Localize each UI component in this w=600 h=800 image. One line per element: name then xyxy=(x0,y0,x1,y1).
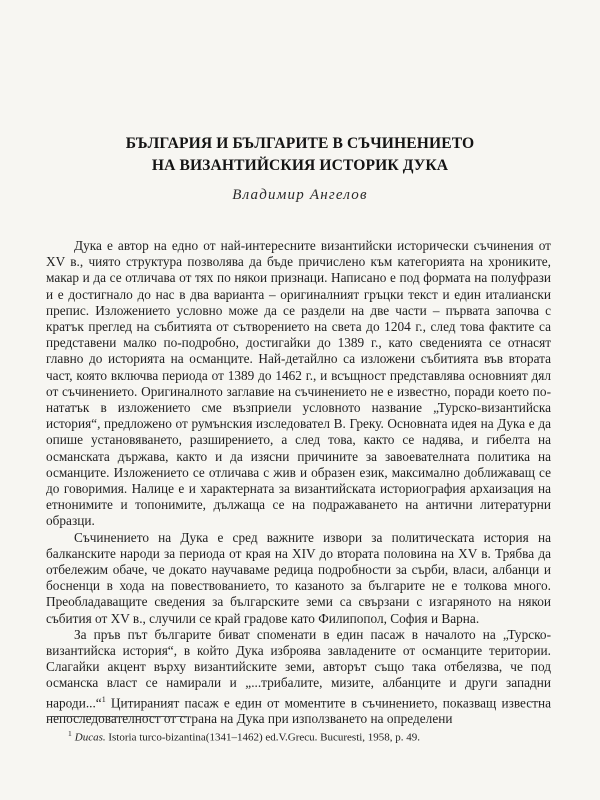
paragraph-3-text: За пръв път българите биват споменати в един пасаж в началото на „Турско-византийска история“, в който Дука изброява завладените от османците територии. Слагайки акцент върху византийските земи, авторът също така отбелязва, че под османска власт се намирали и „...трибалите, мизите, албанците и други западни народи...“ xyxy=(46,626,551,711)
footnote xyxy=(46,727,551,745)
paragraph-1: Дука е автор на едно от най-интересните византийски исторически съчинения от XV в., чиято структура позволява да бъде причислено към категорията на хрониките, макар и да се отличава от тях по някои признаци. Написано е под формата на полуфрази и е достигнало до нас в два варианта – оригиналният гръцки текст и един италиански препис. Изложението условно може да се раздели на две части – първата започва с кратък преглед на събитията от сътворението на света до 1204 г., след това фактите са представени малко по-подробно, достигайки до 1389 г., като сведенията се отнасят главно до историята на османците. Най-детайлно са изложени събитията във втората част, която включва периода от 1389 до 1462 г., и всъщност представлява основният дял от съчинението. Оригиналното заглавие на съчинението не е известно, поради което по-нататък в изложението сме възприели условното название „Турско-византийска история“, предложено от румънския изследовател В. Греку. Основната идея на Дука е да опише установяването, разширението, а след това, както се надява, и гибелта на османската държава, както и да изясни причините за завоевателната политика на османците. Изложението се отличава с жив и образен език, максимално доближаващ се до говоримия. Налице е и характерната за византийската историография архаизация на етнонимите и топонимите, дължаща се на подражаването на антични литературни образци. xyxy=(46,238,551,529)
paragraph-2: Съчинението на Дука е сред важните извори за политическата история на балканските народи за периода от края на XIV до втората половина на XV в. Трябва да отбележим обаче, че докато научаваме редица подробности за сърби, власи, албанци и босненци в хода на повествованието, то казаното за българите не е толкова много. Преобладаващите сведения за българските земи са свързани с изгаряното на някои събития от XV в., случили се край градове като Филипопол, София и Варна. xyxy=(46,529,551,626)
article-title xyxy=(60,133,540,177)
footnote-divider xyxy=(47,716,187,717)
title-line-1: БЪЛГАРИЯ И БЪЛГАРИТЕ В СЪЧИНЕНИЕТО xyxy=(125,135,475,152)
article-body xyxy=(46,238,551,728)
paragraph-3 xyxy=(46,627,551,728)
footnote-author: Ducas. xyxy=(74,731,106,744)
title-line-2: НА ВИЗАНТИЙСКИЯ ИСТОРИК ДУКА xyxy=(151,157,449,174)
author-name: Владимир Ангелов xyxy=(232,187,368,203)
footnote-reference[interactable]: 1 xyxy=(101,694,106,704)
footnote-number: 1 xyxy=(68,729,72,738)
paragraph-3-continuation: Цитираният пасаж е един от моментите в съчинението, показващ известна непоследователност от страна на Дука при използването на определени xyxy=(46,695,551,727)
footnote-text: Istoria turco-bizantina(1341–1462) ed.V.Grecu. Bucuresti, 1958, p. 49. xyxy=(105,731,421,744)
